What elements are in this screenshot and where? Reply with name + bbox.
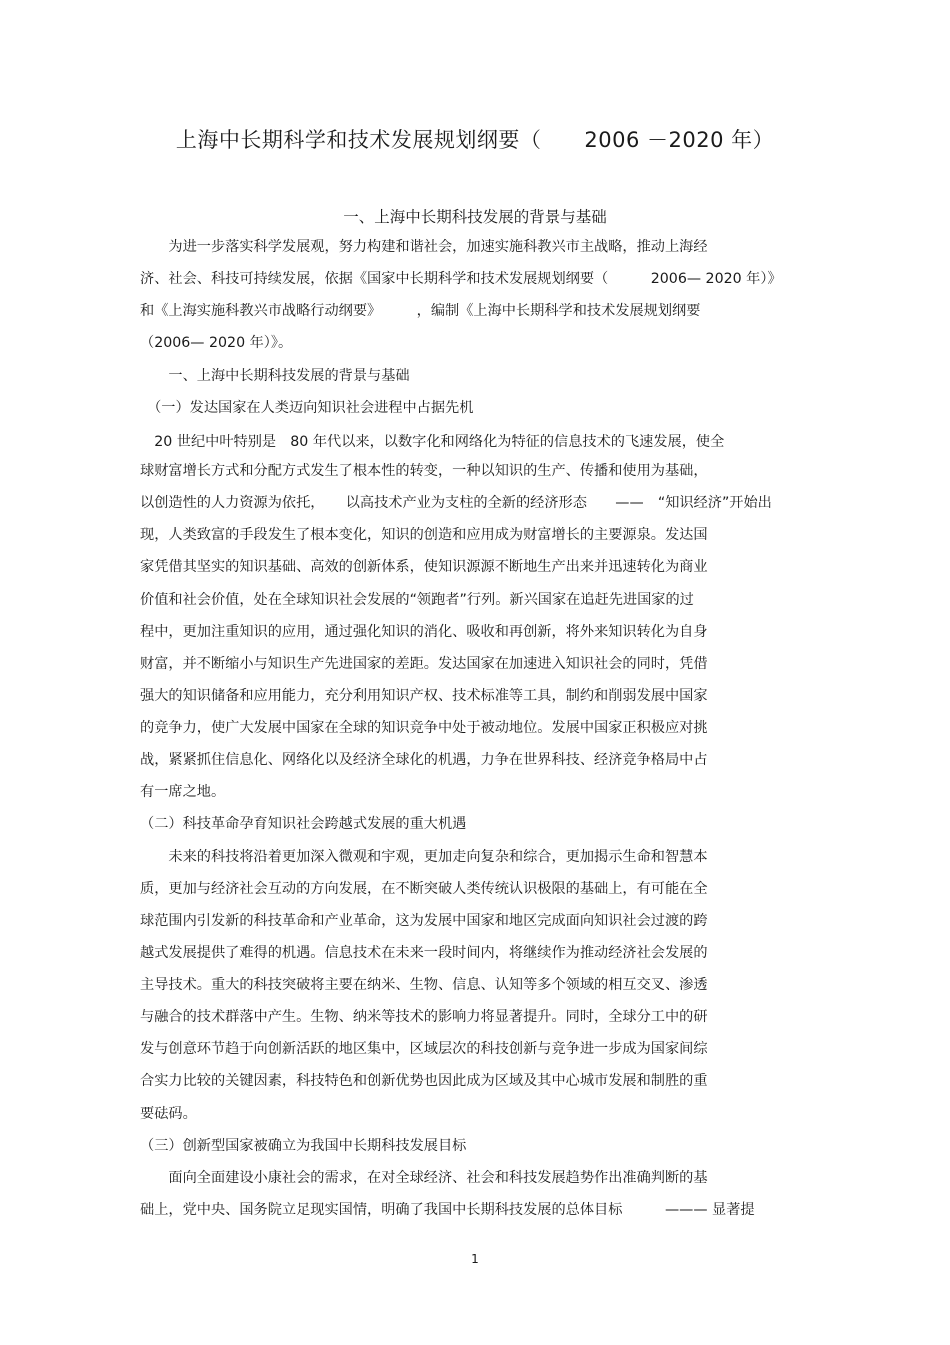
paragraph-line: 质，更加与经济社会互动的方向发展，在不断突破人类传统认识极限的基础上，有可能在全: [140, 881, 708, 897]
section-heading: 一、上海中长期科技发展的背景与基础: [343, 208, 607, 226]
paragraph-line: 越式发展提供了难得的机遇。信息技术在未来一段时间内，将继续作为推动经济社会发展的: [140, 945, 708, 961]
paragraph-line: 20 世纪中叶特别是 80 年代以来，以数字化和网络化为特征的信息技术的飞速发展，使全: [140, 434, 725, 450]
document-title: 上海中长期科学和技术发展规划纲要（ 2006 －2020 年）: [175, 128, 775, 152]
paragraph-line: 础上，党中央、国务院立足现实国情，明确了我国中长期科技发展的总体目标 ——— 显著提: [140, 1202, 755, 1218]
paragraph-line: 战，紧紧抓住信息化、网络化以及经济全球化的机遇，力争在世界科技、经济竞争格局中占: [140, 752, 708, 768]
paragraph-line: （2006— 2020 年）》。: [140, 335, 293, 351]
paragraph-line: 的竞争力，使广大发展中国家在全球的知识竞争中处于被动地位。发展中国家正积极应对挑: [140, 720, 708, 736]
paragraph-line: 球财富增长方式和分配方式发生了根本性的转变，一种以知识的生产、传播和使用为基础，: [140, 463, 708, 479]
paragraph-line: 有一席之地。: [140, 784, 226, 800]
paragraph-line: 合实力比较的关键因素，科技特色和创新优势也因此成为区域及其中心城市发展和制胜的重: [140, 1073, 708, 1089]
paragraph-line: 主导技术。重大的科技突破将主要在纳米、生物、信息、认知等多个领域的相互交叉、渗透: [140, 977, 708, 993]
paragraph-line: 价值和社会价值，处在全球知识社会发展的“领跑者”行列。新兴国家在追赶先进国家的过: [140, 592, 694, 608]
paragraph-line: 家凭借其坚实的知识基础、高效的创新体系，使知识源源不断地生产出来并迅速转化为商业: [140, 559, 708, 575]
paragraph-line: 强大的知识储备和应用能力，充分利用知识产权、技术标准等工具，制约和削弱发展中国家: [140, 688, 708, 704]
paragraph-line: 程中，更加注重知识的应用，通过强化知识的消化、吸收和再创新，将外来知识转化为自身: [140, 624, 708, 640]
paragraph-line: 以创造性的人力资源为依托， 以高技术产业为支柱的全新的经济形态 —— “知识经济”开始出: [140, 495, 772, 511]
paragraph-line: 为进一步落实科学发展观，努力构建和谐社会，加速实施科教兴市主战略，推动上海经: [140, 239, 708, 255]
paragraph-line: 面向全面建设小康社会的需求，在对全球经济、社会和科技发展趋势作出准确判断的基: [140, 1170, 708, 1186]
page-number: 1: [471, 1252, 479, 1266]
paragraph-line: 未来的科技将沿着更加深入微观和宇观，更加走向复杂和综合，更加揭示生命和智慧本: [140, 849, 708, 865]
paragraph-line: 发与创意环节趋于向创新活跃的地区集中，区域层次的科技创新与竞争进一步成为国家间综: [140, 1041, 708, 1057]
subsection-heading: （二）科技革命孕育知识社会跨越式发展的重大机遇: [140, 816, 467, 832]
paragraph-line: 球范围内引发新的科技革命和产业革命，这为发展中国家和地区完成面向知识社会过渡的跨: [140, 913, 708, 929]
paragraph-line: 财富，并不断缩小与知识生产先进国家的差距。发达国家在加速进入知识社会的同时，凭借: [140, 656, 708, 672]
subsection-heading: （三）创新型国家被确立为我国中长期科技发展目标: [140, 1138, 467, 1154]
paragraph-line: 和《上海实施科教兴市战略行动纲要》 ，编制《上海中长期科学和技术发展规划纲要: [140, 303, 701, 319]
subsection-heading: 一、上海中长期科技发展的背景与基础: [140, 368, 410, 384]
paragraph-line: 与融合的技术群落中产生。生物、纳米等技术的影响力将显著提升。同时，全球分工中的研: [140, 1009, 708, 1025]
subsection-heading: （一）发达国家在人类迈向知识社会进程中占据先机: [140, 400, 474, 416]
paragraph-line: 济、社会、科技可持续发展，依据《国家中长期科学和技术发展规划纲要（ 2006— 2020 年）》: [140, 271, 782, 287]
paragraph-line: 要砝码。: [140, 1106, 197, 1122]
paragraph-line: 现，人类致富的手段发生了根本变化，知识的创造和应用成为财富增长的主要源泉。发达国: [140, 527, 708, 543]
